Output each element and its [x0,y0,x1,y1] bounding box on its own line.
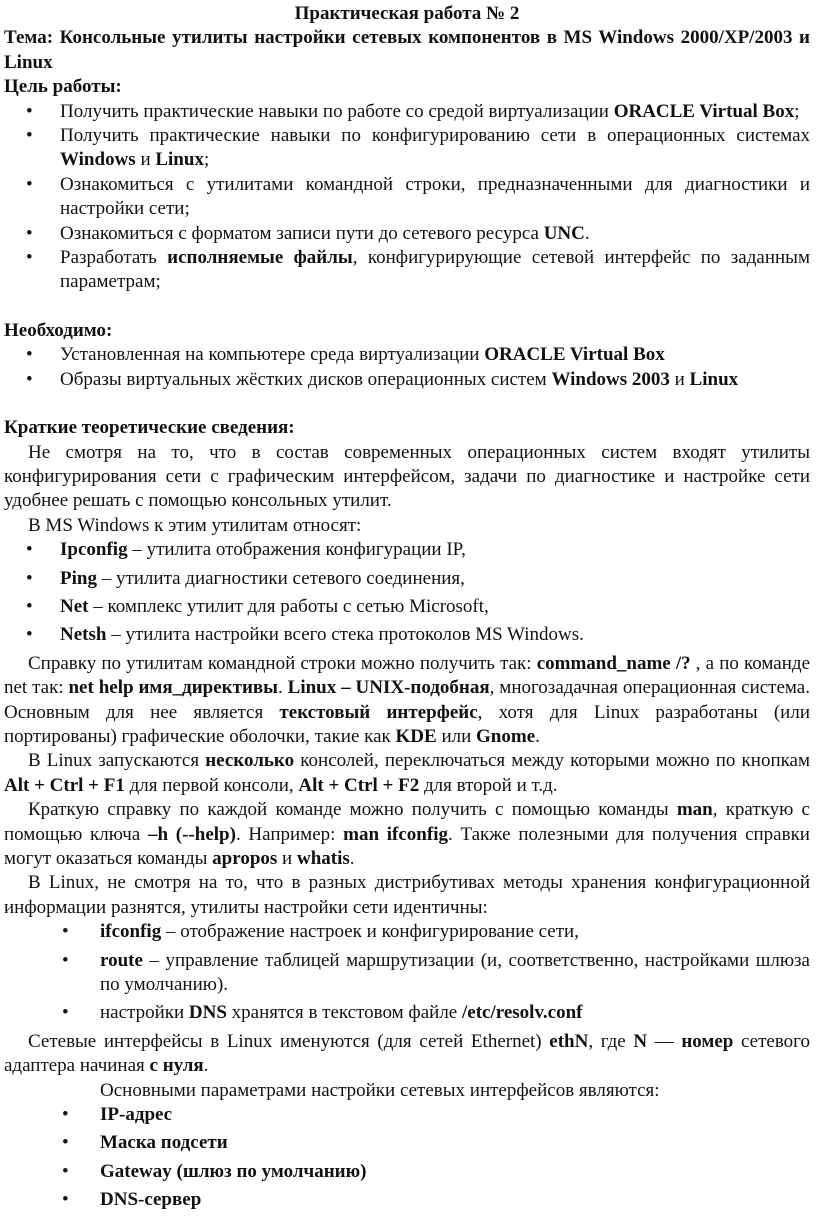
needed-heading: Необходимо: [4,319,113,341]
windows-util-item: • Netsh – утилита настройки всего стека протоколов MS Windows. [4,623,810,647]
param-item: • DNS-сервер [4,1188,810,1212]
windows-utils-list [4,538,810,648]
goal-item: • Разработать исполняемые файлы, конфигурирующие сетевой интерфейс по заданным параметрам; [26,247,810,293]
bullet-icon: • [26,125,33,147]
param-item: • Маска подсети [4,1131,810,1155]
params-list [4,1103,810,1213]
bullet-icon: • [62,949,69,971]
windows-util-item: • Ipconfig – утилита отображения конфигурации IP, [4,538,810,562]
windows-util-item: • Ping – утилита диагностики сетевого соединения, [4,567,810,591]
bullet-icon: • [26,368,33,390]
theory-paragraph: В Linux запускаются несколько консолей, переключаться между которыми можно по кнопкам Alt + Ctrl + F1 для первой консоли, Alt + Ctrl + F2 для второй и т.д. [4,750,811,796]
bullet-icon: • [26,173,33,195]
theory-paragraph: Основными параметрами настройки сетевых интерфейсов являются: [100,1079,660,1101]
theory-paragraph: Краткую справку по каждой команде можно получить с помощью команды man, краткую с помощью ключа –h (--help). Например: man ifconfig. Также полезными для получения справки могут оказаться команды apropos и whatis. [4,799,810,869]
bullet-icon: • [26,539,33,561]
document-theme: Тема: Консольные утилиты настройки сетевых компонентов в MS Windows 2000/XP/2003 и Linux [4,27,810,73]
param-item: • IP-адрес [4,1103,810,1127]
bullet-icon: • [62,1104,69,1126]
goal-item: • Получить практические навыки по конфигурированию сети в операционных системах Windows и Linux; [26,125,810,171]
param-item: • Gateway (шлюз по умолчанию) [4,1160,810,1184]
theory-paragraph: Не смотря на то, что в состав современных операционных систем входят утилиты конфигурирования сети с графическим интерфейсом, задачи по диагностике и настройке сети удобнее решать с помощью консольных утилит. [4,441,810,512]
bullet-icon: • [62,1132,69,1154]
bullet-icon: • [62,1002,69,1024]
goals-list [4,100,810,295]
spacer [4,295,810,319]
theory-heading: Краткие теоретические сведения: [4,417,295,439]
needed-item: • Образы виртуальных жёстких дисков операционных систем Windows 2003 и Linux [4,368,810,392]
goal-item: • Ознакомиться с утилитами командной строки, предназначенными для диагностики и настройки сети; [26,173,810,220]
linux-utils-list [4,920,810,1026]
bullet-icon: • [26,567,33,589]
theory-paragraph: В MS Windows к этим утилитам относят: [28,514,362,536]
theory-paragraph: В Linux, не смотря на то, что в разных дистрибутивах методы хранения конфигурационной информации разнятся, утилиты настройки сети идентичны: [4,872,810,918]
needed-list [4,343,810,392]
bullet-icon: • [26,595,33,617]
needed-item: • Установленная на компьютере среда виртуализации ORACLE Virtual Box [4,343,810,367]
bullet-icon: • [62,921,69,943]
goal-item: • Получить практические навыки по работе со средой виртуализации ORACLE Virtual Box; [4,100,810,124]
spacer [4,392,810,416]
goal-item: • Ознакомиться с форматом записи пути до сетевого ресурса UNC. [4,222,810,246]
goals-heading: Цель работы: [4,76,122,98]
document-title: Практическая работа № 2 [294,3,520,24]
bullet-icon: • [26,222,33,244]
bullet-icon: • [62,1189,69,1211]
bullet-icon: • [26,344,33,366]
bullet-icon: • [26,624,33,646]
linux-util-item: • настройки DNS хранятся в текстовом файле /etc/resolv.conf [4,1001,810,1025]
bullet-icon: • [62,1160,69,1182]
bullet-icon: • [26,100,33,122]
linux-util-item: • ifconfig – отображение настроек и конфигурирование сети, [4,920,810,944]
theory-paragraph: Сетевые интерфейсы в Linux именуются (для сетей Ethernet) ethN, где N — номер сетевого адаптера начиная с нуля. [4,1030,810,1077]
theory-paragraph: Справку по утилитам командной строки можно получить так: command_name /? , а по команде net так: net help имя_директивы. Linux – UNIX-подобная, многозадачная операционная система. Основным для нее является текстовый интерфейс, хотя для Linux разработаны (или портированы) графические оболочки, такие как KDE или Gnome. [4,652,811,747]
windows-util-item: • Net – комплекс утилит для работы с сетью Microsoft, [4,595,810,619]
bullet-icon: • [26,247,33,269]
linux-util-item: • route – управление таблицей маршрутизации (и, соответственно, настройками шлюза по умолчанию). [62,949,810,996]
